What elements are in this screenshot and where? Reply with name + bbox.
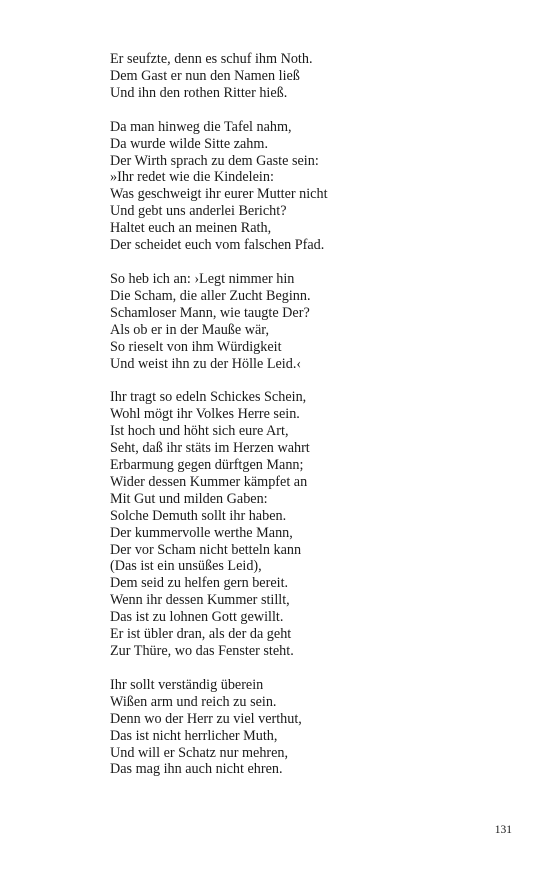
stanza (110, 389, 510, 660)
verse-line: Da wurde wilde Sitte zahm. (110, 135, 268, 152)
verse-line: Und ihn den rothen Ritter hieß. (110, 84, 288, 101)
verse-line: Dem seid zu helfen gern bereit. (110, 575, 289, 592)
verse-line: Das ist nicht herrlicher Muth, (110, 727, 278, 744)
verse-line: Denn wo der Herr zu viel verthut, (110, 710, 302, 727)
verse-line: Zur Thüre, wo das Fenster steht. (110, 643, 294, 659)
verse-line: Ihr tragt so edeln Schickes Schein, (110, 389, 307, 406)
verse-line: Mit Gut und milden Gaben: (110, 490, 268, 507)
verse-line: Das mag ihn auch nicht ehren. (110, 761, 283, 778)
verse-line: »Ihr redet wie die Kindelein: (110, 169, 274, 186)
verse-line: Was geschweigt ihr eurer Mutter nicht (110, 186, 328, 203)
verse-line: Wenn ihr dessen Kummer stillt, (110, 592, 290, 609)
stanza (110, 271, 510, 372)
verse-line: Ihr sollt verständig überein (110, 676, 264, 693)
stanza (110, 119, 510, 254)
verse-line: Die Scham, die aller Zucht Beginn. (110, 287, 311, 304)
verse-line: Ist hoch und höht sich eure Art, (110, 423, 289, 440)
verse-line: Und weist ihn zu der Hölle Leid.‹ (110, 355, 302, 372)
verse-line: Haltet euch an meinen Rath, (110, 220, 272, 237)
verse-line: Da man hinweg die Tafel nahm, (110, 118, 292, 135)
verse-line: Das ist zu lohnen Gott gewillt. (110, 609, 284, 626)
page-number: 131 (494, 824, 512, 836)
verse-line: Er ist übler dran, als der da geht (110, 626, 292, 643)
verse-line: Seht, daß ihr stäts im Herzen wahrt (110, 440, 310, 457)
verse-line: So rieselt von ihm Würdigkeit (110, 338, 282, 355)
verse-line: Schamloser Mann, wie taugte Der? (110, 304, 310, 321)
verse-line: Der scheidet euch vom falschen Pfad. (110, 237, 325, 254)
verse-line: Und will er Schatz nur mehren, (110, 744, 289, 761)
verse-line: Wißen arm und reich zu sein. (110, 693, 277, 710)
verse-line: Als ob er in der Mauße wär, (110, 321, 269, 338)
verse-line: Der vor Scham nicht betteln kann (110, 541, 302, 558)
verse-line: So heb ich an: ›Legt nimmer hin (110, 270, 295, 287)
stanza (110, 51, 510, 102)
verse-line: Erbarmung gegen dürftgen Mann; (110, 457, 304, 474)
verse-line: Solche Demuth sollt ihr haben. (110, 507, 287, 524)
stanza (110, 677, 510, 778)
verse-line: Wider dessen Kummer kämpfet an (110, 473, 308, 490)
verse-line: Er seufzte, denn es schuf ihm Noth. (110, 51, 313, 67)
poem-text (110, 51, 510, 795)
verse-line: Der Wirth sprach zu dem Gaste sein: (110, 152, 319, 169)
verse-line: Dem Gast er nun den Namen ließ (110, 67, 300, 84)
verse-line: Und gebt uns anderlei Bericht? (110, 203, 287, 220)
verse-line: Wohl mögt ihr Volkes Herre sein. (110, 406, 300, 423)
verse-line: Der kummervolle werthe Mann, (110, 524, 293, 541)
verse-line: (Das ist ein unsüßes Leid), (110, 558, 262, 575)
